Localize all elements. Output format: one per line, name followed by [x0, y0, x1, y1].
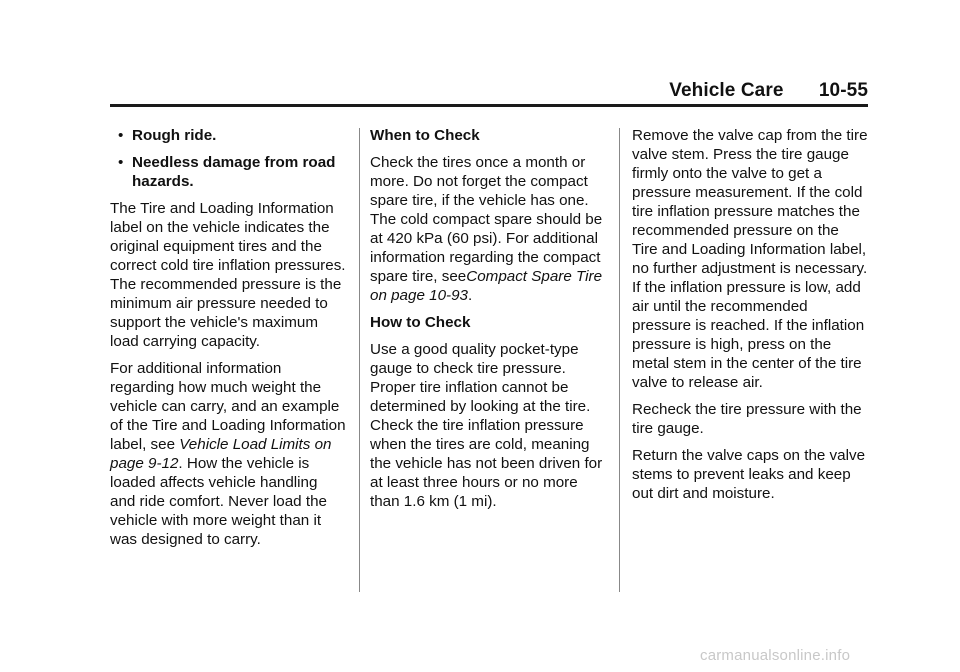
column-divider: [619, 128, 620, 592]
cross-reference-link[interactable]: Compact Spare Tire on page 10-93: [370, 268, 603, 304]
paragraph: Recheck the tire pressure with the tire gauge.: [632, 401, 862, 437]
paragraph: [110, 359, 346, 549]
paragraph: Return the valve caps on the valve stems to prevent leaks and keep out dirt and moisture.: [632, 447, 866, 502]
paragraph-text: Check the tires once a month or more. Do not forget the compact spare tire, if the vehicle has one. The cold compact spare should be at 420 kPa (60 psi). For additional information regarding the compact spare tire, see: [370, 154, 603, 285]
header-rule: [110, 104, 868, 107]
paragraph: The Tire and Loading Information label on the vehicle indicates the original equipment tires and the correct cold tire inflation pressures. The recommended pressure is the minimum air pressure needed to support the vehicle's maximum load carrying capacity.: [110, 200, 346, 350]
column-1: [110, 126, 346, 557]
column-divider: [359, 128, 360, 592]
column-3: [632, 126, 868, 511]
section-heading: How to Check: [370, 314, 471, 331]
paragraph-text: . How the vehicle is loaded affects vehicle handling and ride comfort. Never load the vehicle with more weight than it was designed to carry.: [110, 455, 327, 548]
page-number: 10-55: [818, 80, 868, 101]
watermark: carmanualsonline.info: [700, 647, 851, 664]
paragraph-text: .: [467, 287, 473, 304]
paragraph: Use a good quality pocket-type gauge to check tire pressure. Proper tire inflation cannot be determined by looking at the tire. Check the tire inflation pressure when the tires are cold, meaning the vehicle has not been driven for at least three hours or no more than 1.6 km (1 mi).: [370, 341, 603, 510]
bullet-icon: •: [118, 154, 124, 171]
paragraph: Remove the valve cap from the tire valve stem. Press the tire gauge firmly onto the valve to get a pressure measurement. If the cold tire inflation pressure matches the recommended pressure on the Tire and Loading Information label, no further adjustment is necessary. If the inflation pressure is low, add air until the recommended pressure is reached. If the inflation pressure is high, press on the metal stem in the center of the tire valve to release air.: [632, 127, 868, 391]
section-heading: When to Check: [370, 127, 480, 144]
bullet-item: [110, 153, 346, 191]
section-title: Vehicle Care: [669, 80, 784, 101]
paragraph: [370, 153, 606, 305]
bullet-icon: •: [118, 127, 124, 144]
paragraph-text: For additional information regarding how much weight the vehicle can carry, and an example of the Tire and Loading Information label, see: [110, 360, 346, 453]
page-header: [669, 80, 868, 102]
column-2: [370, 126, 606, 519]
bullet-text: Rough ride.: [132, 127, 217, 144]
bullet-text: Needless damage from road hazards.: [132, 154, 336, 190]
bullet-item: [110, 126, 346, 145]
cross-reference-link[interactable]: Vehicle Load Limits on page 9-12: [110, 436, 332, 472]
